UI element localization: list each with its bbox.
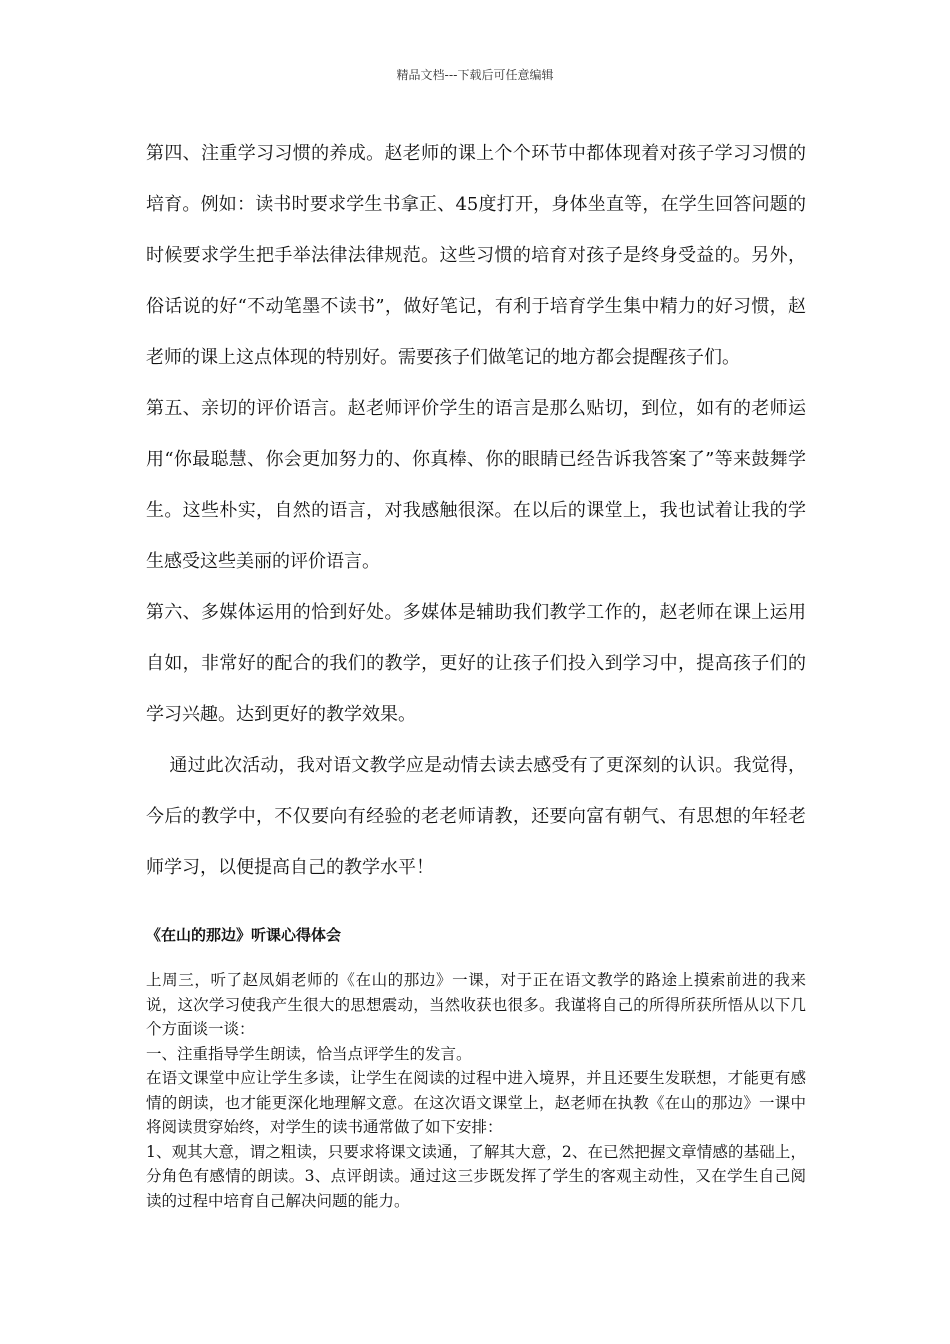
paragraph-point-one-heading: 一、注重指导学生朗读，恰当点评学生的发言。 xyxy=(146,1044,472,1063)
paragraph-reading-guidance: 在语文课堂中应让学生多读，让学生在阅读的过程中进入境界，并且还要生发联想，才能更有感情的朗读，也才能更深化地理解文意。在这次语文课堂上，赵老师在执教《在山的那边》一课中将阅读贯穿始终，对学生的读书通常做了如下安排： xyxy=(146,1069,806,1136)
essay-section-continued xyxy=(146,128,806,893)
essay-title: 《在山的那边》听课心得体会 xyxy=(146,926,342,944)
paragraph-evaluation-language: 第五、亲切的评价语言。赵老师评价学生的语言是那么贴切，到位，如有的老师运用“你最聪慧、你会更加努力的、你真棒、你的眼睛已经告诉我答案了”等来鼓舞学生。这些朴实，自然的语言，对我感触很深。在以后的课堂上，我也试着让我的学生感受这些美丽的评价语言。 xyxy=(146,398,806,572)
paragraph-conclusion: 通过此次活动，我对语文教学应是动情去读去感受有了更深刻的认识。我觉得，今后的教学中，不仅要向有经验的老老师请教，还要向富有朝气、有思想的年轻老师学习，以便提高自己的教学水平！ xyxy=(146,755,806,878)
paragraph-multimedia: 第六、多媒体运用的恰到好处。多媒体是辅助我们教学工作的，赵老师在课上运用自如，非常好的配合的我们的教学，更好的让孩子们投入到学习中，提高孩子们的学习兴趣。达到更好的教学效果。 xyxy=(146,602,806,725)
paragraph-intro: 上周三，听了赵凤娟老师的《在山的那边》一课，对于正在语文教学的路途上摸索前进的我来说，这次学习使我产生很大的思想震动，当然收获也很多。我谨将自己的所得所获所悟从以下几个方面谈一谈： xyxy=(146,971,806,1038)
essay-section-new xyxy=(146,968,806,1213)
paragraph-reading-steps: 1、观其大意，谓之粗读，只要求将课文读通，了解其大意，2、在已然把握文章情感的基础上，分角色有感情的朗读。3、点评朗读。通过这三步既发挥了学生的客观主动性，又在学生自己阅读的过程中培育自己解决问题的能力。 xyxy=(146,1142,806,1210)
paragraph-habits: 第四、注重学习习惯的养成。赵老师的课上个个环节中都体现着对孩子学习习惯的培育。例如：读书时要求学生书拿正、45度打开，身体坐直等，在学生回答问题的时候要求学生把手举法律法律规范。这些习惯的培育对孩子是终身受益的。另外，俗话说的好“不动笔墨不读书”，做好笔记，有利于培育学生集中精力的好习惯，赵老师的课上这点体现的特别好。需要孩子们做笔记的地方都会提醒孩子们。 xyxy=(146,143,806,368)
page-header: 精品文档---下载后可任意编辑 xyxy=(396,68,554,82)
